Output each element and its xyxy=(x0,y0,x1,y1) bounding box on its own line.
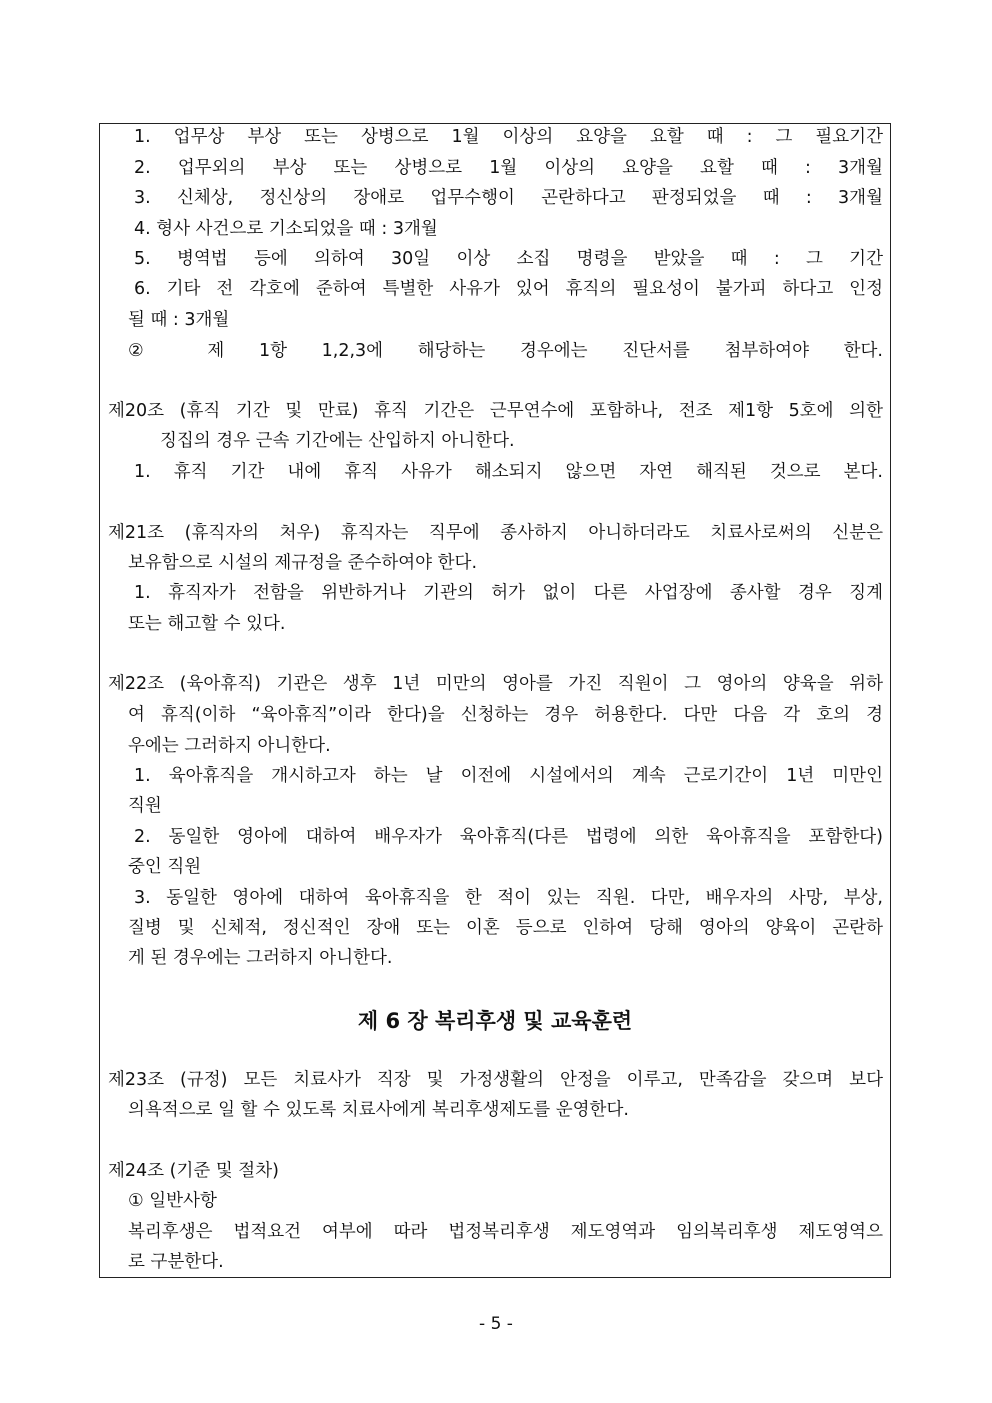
text-line: 게 된 경우에는 그러하지 아니한다. xyxy=(128,948,393,968)
text-line: 1. 휴직자가 전함을 위반하거나 기관의 허가 없이 다른 사업장에 종사할 경우 징계 xyxy=(134,583,883,603)
text-line: 6. 기타 전 각호에 준하여 특별한 사유가 있어 휴직의 필요성이 불가피 하다고 인정 xyxy=(134,279,883,299)
text-line: ① 일반사항 xyxy=(128,1191,217,1211)
text-line: 4. 형사 사건으로 기소되었을 때 : 3개월 xyxy=(134,219,438,239)
article-20-title: 제20조 (휴직 기간 및 만료) 휴직 기간은 근무연수에 포함하나, 전조 제1항 5호에 의한 xyxy=(108,401,883,421)
text-line: 5. 병역법 등에 의하여 30일 이상 소집 명령을 받았을 때 : 그 기간 xyxy=(134,249,883,269)
article-23-title: 제23조 (규정) 모든 치료사가 직장 및 가정생활의 안정을 이루고, 만족감을 갖으며 보다 xyxy=(108,1070,883,1090)
text-line: 직원 xyxy=(128,796,162,816)
article-24-title: 제24조 (기준 및 절차) xyxy=(108,1161,279,1181)
text-line: 여 휴직(이하 “육아휴직”이라 한다)을 신청하는 경우 허용한다. 다만 다음 각 호의 경 xyxy=(128,705,883,725)
text-line: 복리후생은 법적요건 여부에 따라 법정복리후생 제도영역과 임의복리후생 제도영역으 xyxy=(128,1222,883,1242)
page-number: - 5 - xyxy=(479,1314,513,1334)
text-line: 1. 업무상 부상 또는 상병으로 1월 이상의 요양을 요할 때 : 그 필요기간 xyxy=(134,127,883,147)
text-line: 1. 육아휴직을 개시하고자 하는 날 이전에 시설에서의 계속 근로기간이 1년 미만인 xyxy=(134,766,883,786)
text-line: 중인 직원 xyxy=(128,857,202,877)
text-line: 의욕적으로 일 할 수 있도록 치료사에게 복리후생제도를 운영한다. xyxy=(128,1100,629,1120)
text-line: 2. 동일한 영아에 대하여 배우자가 육아휴직(다른 법령에 의한 육아휴직을 포함한다) xyxy=(134,827,883,847)
text-line: 2. 업무외의 부상 또는 상병으로 1월 이상의 요양을 요할 때 : 3개월 xyxy=(134,158,883,178)
text-line: 보유함으로 시설의 제규정을 준수하여야 한다. xyxy=(128,553,478,573)
article-21-title: 제21조 (휴직자의 처우) 휴직자는 직무에 종사하지 아니하더라도 치료사로써의 신분은 xyxy=(108,523,883,543)
text-line: 우에는 그러하지 아니한다. xyxy=(128,736,331,756)
text-line: 될 때 : 3개월 xyxy=(128,310,230,330)
text-line: 1. 휴직 기간 내에 휴직 사유가 해소되지 않으면 자연 해직된 것으로 본다. xyxy=(134,462,883,482)
text-line: 로 구분한다. xyxy=(128,1252,224,1272)
article-22-title: 제22조 (육아휴직) 기관은 생후 1년 미만의 영아를 가진 직원이 그 영아의 양육을 위하 xyxy=(108,674,883,694)
text-line: 질병 및 신체적, 정신적인 장애 또는 이혼 등으로 인하여 당해 영아의 양육이 곤란하 xyxy=(128,918,883,938)
text-line: 3. 신체상, 정신상의 장애로 업무수행이 곤란하다고 판정되었을 때 : 3개월 xyxy=(134,188,883,208)
text-line: 징집의 경우 근속 기간에는 산입하지 아니한다. xyxy=(160,431,515,451)
text-line: 3. 동일한 영아에 대하여 육아휴직을 한 적이 있는 직원. 다만, 배우자의 사망, 부상, xyxy=(134,888,883,908)
text-line: 또는 해고할 수 있다. xyxy=(128,614,286,634)
chapter-heading: 제 6 장 복리후생 및 교육훈련 xyxy=(357,1009,633,1033)
text-line: ② 제 1항 1,2,3에 해당하는 경우에는 진단서를 첨부하여야 한다. xyxy=(128,341,883,361)
